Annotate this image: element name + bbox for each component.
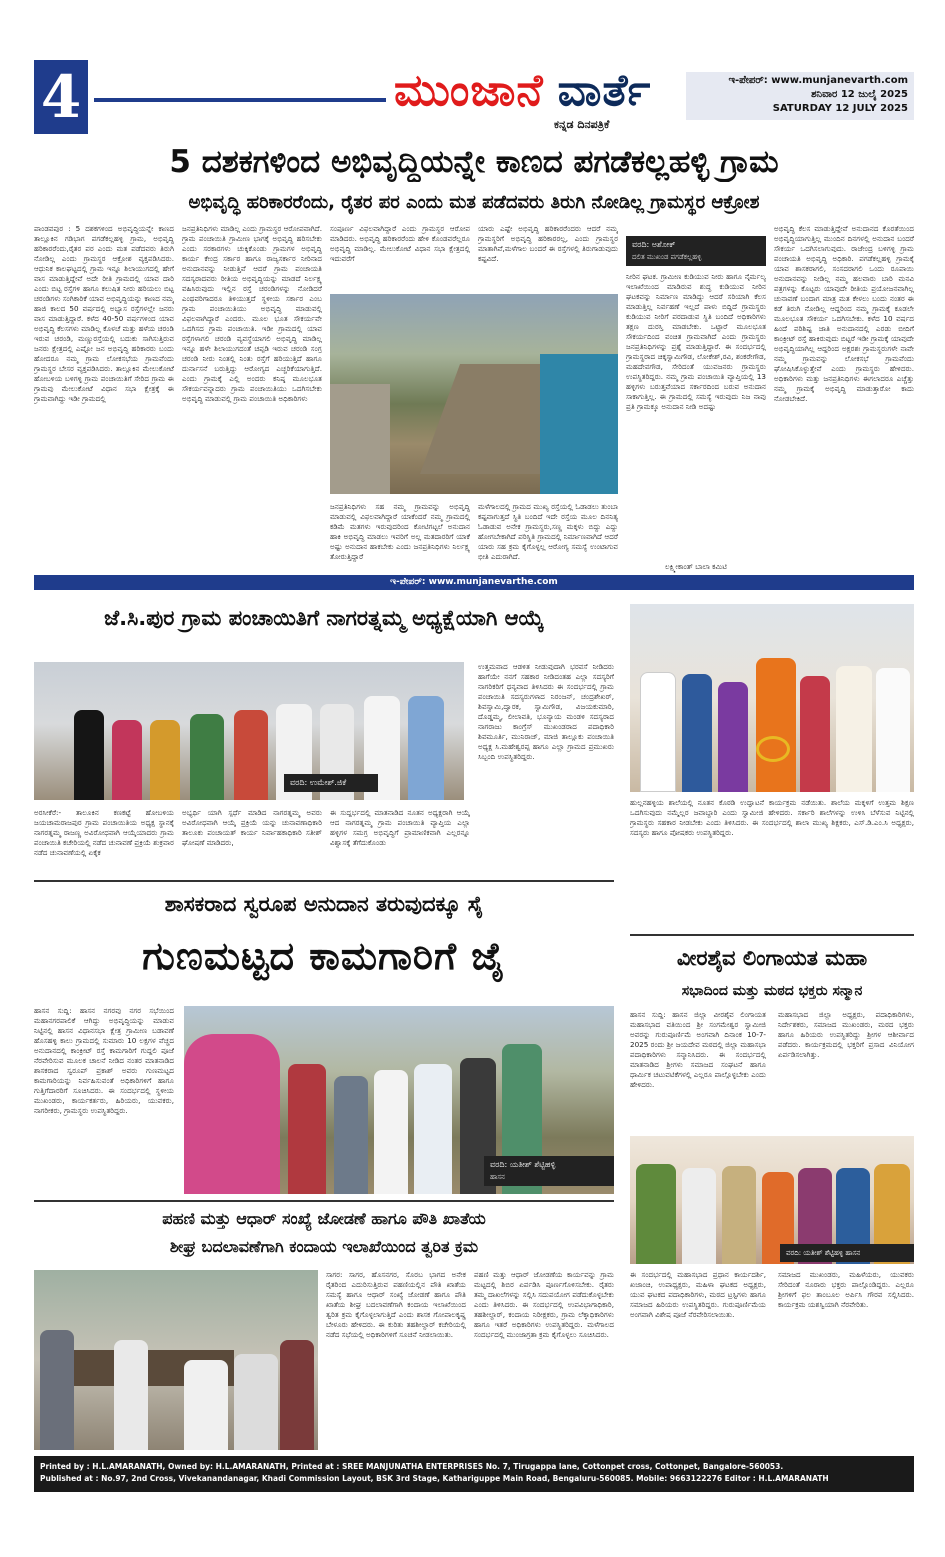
lead-byline	[626, 236, 766, 266]
person-figure	[408, 696, 444, 800]
masthead-rule	[94, 98, 386, 102]
lead-headline: 5 ದಶಕಗಳಿಂದ ಅಭಿವೃದ್ಧಿಯನ್ನೇ ಕಾಣದ ಪಗಡೆಕಲ್ಲಹಳ್ಳಿ ಗ್ರಾಮ	[169, 144, 779, 180]
section-divider	[630, 934, 914, 936]
jcpura-column-3: ಈ ಸುದ್ದರ್ಭದಲ್ಲಿ ಮಾತನಾಡಿದ ನೂತನ ಅಧ್ಯಕ್ಷರಾಗಿ ಆಯ್ಕೆ ಆದ ನಾಗರತ್ನಮ್ಮ ಗ್ರಾಮ ಪಂಚಾಯಿತಿ ವ್ಯಾಪ್ತಿಯ ಎಲ್ಲಾ ಹಳ್ಳಿಗಳ ಸಮಗ್ರ ಅಭಿವೃದ್ಧಿಗೆ ಪ್ರಾಮಾಣಿಕವಾಗಿ ಎಲ್ಲರನ್ನೂ ವಿಶ್ವಾಸಕ್ಕೆ ತೆಗೆದುಕೊಂಡು	[330, 808, 470, 847]
person-figure	[150, 720, 180, 800]
quality-byline	[484, 1156, 614, 1186]
imprint-line-1: Printed by : H.L.AMARANATH, Owned by: H.L.AMARANATH, Printed at : SREE MANJUNATHA ENTERPRISES No. 7, Tirugappa lane, Cottonpet cross, Cottonpet, Bangalore-560053.	[40, 1462, 784, 1471]
lead-column-4-top: ಯಾರು ಎಷ್ಟೇ ಅಭಿವೃದ್ಧಿ ಹರಿಕಾರರೆಂದರು ಆದರೆ ನಮ್ಮ ಗ್ರಾಮಸ್ಥರಿಗೆ ಅಭಿವೃದ್ಧಿ ಹರಿಕಾರರಲ್ಲ, ಎಂದು ಗ್ರಾಮಸ್ಥರ ಮಾತಾಗಿವೆ,ಮಳೆಗಾಲ ಬಂದರೆ ಈ ರಸ್ತೆಗಳಲ್ಲಿ ತಿರುಗಾಡುವುದು ಕಷ್ಟವಿದೆ.	[478, 224, 618, 263]
jcpura-group-photo	[34, 662, 464, 800]
date-kannada: ಶನಿವಾರ 12 ಜುಲೈ 2025	[811, 89, 908, 100]
house-wall	[540, 354, 618, 494]
pahani-column-2: ಪಹಣಿ ಮತ್ತು ಆಧಾರ್ ಜೋಡಣೆಯ ಕಾರ್ಯವನ್ನು ಗ್ರಾಮ ಮಟ್ಟದಲ್ಲಿ ಶಿಬಿರ ಏರ್ಪಡಿಸಿ ಪೂರ್ಣಗೊಳಿಸಬೇಕು. ರೈತರು ತಮ್ಮ ದಾಖಲೆಗಳನ್ನು ಸಲ್ಲಿಸಿ ಸದುಪಯೋಗ ಪಡೆದುಕೊಳ್ಳಬೇಕು ಎಂದು ತಿಳಿಸಿದರು. ಈ ಸಂದರ್ಭದಲ್ಲಿ ಉಪವಿಭಾಗಾಧಿಕಾರಿ, ತಹಶೀಲ್ದಾರ್, ಕಂದಾಯ ನಿರೀಕ್ಷಕರು, ಗ್ರಾಮ ಲೆಕ್ಕಾಧಿಕಾರಿಗಳು ಹಾಗೂ ಇತರೆ ಅಧಿಕಾರಿಗಳು ಉಪಸ್ಥಿತರಿದ್ದರು. ಮಳೆಗಾಲದ ಸಂದರ್ಭದಲ್ಲಿ ಮುಂಜಾಗ್ರತಾ ಕ್ರಮ ಕೈಗೊಳ್ಳಲು ಸೂಚಿಸಿದರು.	[474, 1270, 614, 1339]
vira-column-2: ಮಹಾಸಭಾದ ಜಿಲ್ಲಾ ಅಧ್ಯಕ್ಷರು, ಪದಾಧಿಕಾರಿಗಳು, ನಿರ್ದೇಶಕರು, ಸಮಾಜದ ಮುಖಂಡರು, ಮಠದ ಭಕ್ತರು ಹಾಗೂ ಹಿರಿಯರು ಉಪಸ್ಥಿತರಿದ್ದು ಶ್ರೀಗಳ ಆಶೀರ್ವಾದ ಪಡೆದರು. ಕಾರ್ಯಕ್ರಮದಲ್ಲಿ ಭಕ್ತರಿಗೆ ಪ್ರಸಾದ ವಿನಿಯೋಗ ಏರ್ಪಡಿಸಲಾಗಿತ್ತು.	[778, 1010, 914, 1059]
imprint-footer	[34, 1456, 914, 1492]
quality-byline-name: ವರದಿ: ಯತೀಶ್ ಶೆಟ್ಟಿಹಳ್ಳಿ	[490, 1160, 556, 1169]
pahani-headline-2: ಶೀಘ್ರ ಬದಲಾವಣೆಗಾಗಿ ಕಂದಾಯ ಇಲಾಖೆಯಿಂದ ತ್ವರಿತ ಕ್ರಮ	[169, 1237, 479, 1256]
quality-body: ಹಾಸನ ಸುದ್ದಿ: ಹಾಸನ ನಗರವು ನಗರ ಸಭೆಯಿಂದ ಮಹಾನಗರಪಾಲಿಕೆ ಆಗಿದ್ದು ಅಭಿವೃದ್ಧಿಯನ್ನು ಮಾಡುವ ನಿಟ್ಟಿನಲ್ಲಿ ಹಾಸನ ವಿಧಾನಸಭಾ ಕ್ಷೇತ್ರ ಗ್ರಾಮೀಣ ಬಡಾವಣೆ ಹೊಸಹಳ್ಳಿ ಕಾಲು ಗ್ರಾಮದಲ್ಲಿ ಸುಮಾರು 10 ಲಕ್ಷಗಳ ವೆಚ್ಚದ ಅನುದಾನದಲ್ಲಿ ಕಾಂಕ್ರೀಟ್ ರಸ್ತೆ ಕಾಮಗಾರಿಗೆ ಗುದ್ದಲಿ ಪೂಜೆ ನೆರವೇರಿಸುವ ಮೂಲಕ ಚಾಲನೆ ನೀಡಿದ ನಂತರ ಮಾತನಾಡಿದ ಶಾಸಕರಾದ ಸ್ವರೂಪ್ ಪ್ರಕಾಶ್ ಅವರು ಗುಣಮಟ್ಟದ ಕಾಮಗಾರಿಯನ್ನು ನಿರ್ವಹಿಸುವಂತೆ ಅಧಿಕಾರಿಗಳಿಗೆ ಹಾಗೂ ಗುತ್ತಿಗೆದಾರರಿಗೆ ಸೂಚಿಸಿದರು. ಈ ಸಂದರ್ಭದಲ್ಲಿ ಸ್ಥಳೀಯ ಮುಖಂಡರು, ಕಾರ್ಯಕರ್ತರು, ಹಿರಿಯರು, ಯುವಕರು, ನಾಗರೀಕರು, ಗ್ರಾಮಸ್ಥರು ಉಪಸ್ಥಿತರಿದ್ದರು.	[34, 1006, 174, 1115]
person-figure	[682, 1168, 716, 1264]
epaper-band[interactable]: ಇ-ಪೇಪರ್: www.munjanevarthe.com	[34, 575, 914, 590]
person-figure	[280, 1340, 314, 1450]
vira-column-1: ಹಾಸನ ಸುದ್ದಿ: ಹಾಸನ ಜಿಲ್ಲಾ ವೀರಶೈವ ಲಿಂಗಾಯತ ಮಹಾಸಭಾದ ವತಿಯಿಂದ ಶ್ರೀ ಸಂಗಮೇಶ್ವರ ಸ್ವಾಮೀಜಿ ಅವರನ್ನು ಗುರುಪೂರ್ಣಿಮೆ ಅಂಗವಾಗಿ ದಿನಾಂಕ 10-7-2025 ರಂದು ಶ್ರೀ ಜಯದೇವ ಮಠದಲ್ಲಿ ಜಿಲ್ಲಾ ಮಹಾಸಭಾ ಪದಾಧಿಕಾರಿಗಳು ಸನ್ಮಾನಿಸಿದರು. ಈ ಸಂದರ್ಭದಲ್ಲಿ ಮಾತನಾಡಿದ ಶ್ರೀಗಳು ಸಮಾಜದ ಸಂಘಟನೆ ಹಾಗೂ ಧಾರ್ಮಿಕ ಚಟುವಟಿಕೆಗಳಲ್ಲಿ ಎಲ್ಲರೂ ಪಾಲ್ಗೊಳ್ಳಬೇಕು ಎಂದು ಹೇಳಿದರು.	[630, 1010, 766, 1089]
person-figure	[190, 714, 224, 800]
lead-subhead: ಅಭಿವೃದ್ಧಿ ಹರಿಕಾರರೆಂದು, ರೈತರ ಪರ ಎಂದು ಮತ ಪಡೆದವರು ತಿರುಗಿ ನೋಡಿಲ್ಲ ಗ್ರಾಮಸ್ಥರ ಆಕ್ರೋಶ	[188, 192, 760, 213]
lead-column-3-bottom: ಜನಪ್ರತಿನಿಧಿಗಳು ಸಹ ನಮ್ಮ ಗ್ರಾಮವನ್ನು ಅಭಿವೃದ್ಧಿ ಮಾಡುವಲ್ಲಿ ವಿಫಲವಾಗಿದ್ದಾರೆ ಯಾಕೆಂದರೆ ನಮ್ಮ ಗ್ರಾಮದಲ್ಲಿ ಕಡಿಮೆ ಮತಗಳು ಇರುವುದರಿಂದ ಕೋಟಿಗಟ್ಟಲೆ ಅನುದಾನ ಹಾಕಿ ಅಭಿವೃದ್ಧಿ ಮಾಡಲು ಇವರಿಗೆ ಅಲ್ಲ ಮತದಾರರಿಗೆ ಯಾಕೆ ಅಷ್ಟು ಅನುದಾನ ಹಾಕಬೇಕು ಎಂದು ಜನಪ್ರತಿನಿಧಿಗಳು ನಿರ್ಲಕ್ಷ್ಯ ತೋರುತ್ತಿದ್ದಾರೆ	[330, 502, 470, 561]
brand-tagline: ಕನ್ನಡ ದಿನಪತ್ರಿಕೆ	[554, 118, 610, 131]
person-figure	[636, 1164, 676, 1264]
person-figure	[836, 666, 872, 792]
newspaper-page	[34, 60, 914, 1492]
person-figure	[682, 674, 712, 792]
jcpura-column-2: ಅಭ್ಯರ್ಥಿ ಯಾಗಿ ಸ್ಪರ್ಧೆ ಮಾಡಿದ ನಾಗರತ್ನಮ್ಮ ಅವರು ಅವಿರೋಧವಾಗಿ ಆಯ್ಕೆ ಪ್ರಕ್ರಿಯೆ ಯನ್ನು ಚುನಾವಣಾಧಿಕಾರಿ ತಾಲೂಕು ಪಂಚಾಯತ್ ಕಾರ್ಯ ನಿರ್ವಾಹಕಾಧಿಕಾರಿ ಸತೀಶ್ ಘೋಷಣೆ ಮಾಡಿದರು,	[182, 808, 322, 847]
pahani-meeting-photo	[34, 1270, 318, 1450]
vira-column-4: ಸಮಾಜದ ಮುಖಂಡರು, ಮಹಿಳೆಯರು, ಯುವಕರು ಸೇರಿದಂತೆ ನೂರಾರು ಭಕ್ತರು ಪಾಲ್ಗೊಂಡಿದ್ದರು. ಎಲ್ಲರೂ ಶ್ರೀಗಳಿಗೆ ಫಲ ತಾಂಬೂಲ ಅರ್ಪಿಸಿ ಗೌರವ ಸಲ್ಲಿಸಿದರು. ಕಾರ್ಯಕ್ರಮ ಯಶಸ್ವಿಯಾಗಿ ನೆರವೇರಿತು.	[778, 1270, 914, 1309]
pahani-column-1: ಸಾಗರ: ಸಾಗರ, ಹೊಸನಗರ, ಸೊರಬ ಭಾಗದ ಅನೇಕ ರೈತರಿಂದ ಎದುರಿಸುತ್ತಿರುವ ಪಹಣಿಯಲ್ಲಿನ ಪೌತಿ ಖಾತೆಯ ಸಮಸ್ಯೆ ಹಾಗೂ ಆಧಾರ್ ಸಂಖ್ಯೆ ಜೋಡಣೆ ಹಾಗೂ ಪೌತಿ ಖಾತೆಯ ಶೀಘ್ರ ಬದಲಾವಣೆಗಾಗಿ ಕಂದಾಯ ಇಲಾಖೆಯಿಂದ ತ್ವರಿತ ಕ್ರಮ ಕೈಗೊಳ್ಳಲಾಗುತ್ತಿದೆ ಎಂದು ಶಾಸಕ ಗೋಪಾಲಕೃಷ್ಣ ಬೇಳೂರು ಹೇಳಿದರು. ಈ ಕುರಿತು ತಹಶೀಲ್ದಾರ್ ಕಚೇರಿಯಲ್ಲಿ ನಡೆದ ಸಭೆಯಲ್ಲಿ ಅಧಿಕಾರಿಗಳಿಗೆ ಸೂಚನೆ ನೀಡಲಾಯಿತು.	[326, 1270, 466, 1339]
person-figure	[74, 710, 104, 800]
person-figure	[722, 1166, 756, 1264]
quality-ceremony-photo	[184, 1006, 614, 1194]
jcpura-column-4: ಉತ್ತಮವಾದ ಆಡಳಿತ ನೀಡುವುದಾಗಿ ಭರವಸೆ ನೀಡಿದರು ಹಾಗೆಯೇ ನನಗೆ ಸಹಕಾರ ನೀಡಿದಂತಹ ಎಲ್ಲಾ ಸದಸ್ಯರಿಗೆ ನಾಗರಿಕರಿಗೆ ಧನ್ಯವಾದ ತಿಳಿಸಿದರು ಈ ಸಂದರ್ಭದಲ್ಲಿ ಗ್ರಾಮ ಪಂಚಾಯಿತಿ ಸದಸ್ಯರುಗಳಾದ ನಿರಂಜನ್, ಚಂದ್ರಶೇಖರ್, ಶಿವಸ್ವಾಮಿ,ದ್ವಾರಕ, ಸ್ವಾಮಿಗೌಡ, ವಿಜಯಕುಮಾರಿ, ದೊಡ್ಡಮ್ಮ, ಲೀಲಾವತಿ, ಭೂನ್ಯಾಯ ಮಂಡಳಿ ಸದಸ್ಯರಾದ ನಾಗರಾಜು ಕಾಂಗ್ರೆಸ್ ಮುಖಂಡರಾದ ಪದಾಧಿಕಾರಿ ಶಿವಮೂರ್ತಿ, ಮುನಿರಾಜ್, ಮಾಜಿ ತಾಲ್ಲೂಕು ಪಂಚಾಯಿತಿ ಅಧ್ಯಕ್ಷ ಸಿ.ಮಹೇಶ್ವರಪ್ಪ ಹಾಗೂ ಎಲ್ಲಾ ಗ್ರಾಮದ ಪ್ರಮುಖರು ಸಿಬ್ಬಂದಿ ಉಪಸ್ಥಿತರಿದ್ದರು.	[478, 662, 614, 761]
person-figure	[334, 1076, 368, 1194]
person-figure	[234, 1354, 278, 1450]
lead-column-5: ನೀರಿನ ಘಟಕ. ಗ್ರಾಮೀಣ ಕುಡಿಯುವ ನೀರು ಹಾಗೂ ನೈರ್ಮಲ್ಯ ಇಲಾಖೆಯಿಂದ ಮಾಡಿರುವ ಶುದ್ಧ ಕುಡಿಯುವ ನೀರಿನ ಘಟಕವನ್ನು ನಿರ್ಮಾಣ ಮಾಡಿದ್ದು ಆದರೆ ಸರಿಯಾಗಿ ಕೆಲಸ ಮಾಡುತ್ತಿಲ್ಲ ನಿರ್ವಹಣೆ ಇಲ್ಲದೆ ಪಾಳು ಬಿದ್ದಿದೆ ಗ್ರಾಮಸ್ಥರು ಕುಡಿಯುವ ನೀರಿಗೆ ಪರದಾಡುವ ಸ್ಥಿತಿ ಬಂದಿದೆ ಅಧಿಕಾರಿಗಳು ತಕ್ಷಣ ದುರಸ್ತಿ ಮಾಡಬೇಕು. ಒಟ್ಟಾರೆ ಮೂಲಭೂತ ಸೌಕರ್ಯದಿಂದ ವಂಚಿತ ಗ್ರಾಮವಾಗಿದೆ ಎಂದು ಗ್ರಾಮಸ್ಥರು ಜನಪ್ರತಿನಿಧಿಗಳನ್ನು ಪ್ರಶ್ನೆ ಮಾಡುತ್ತಿದ್ದಾರೆ. ಈ ಸಂದರ್ಭದಲ್ಲಿ ಗ್ರಾಮಸ್ಥರಾದ ಚಿಕ್ಕಸ್ವಾಮಿಗೌಡ, ಲೋಕೇಶ್,ರವಿ, ಶಂಕರೇಗೌಡ, ಮಹದೇವಗೌಡ, ಸೇರಿದಂತೆ ಯುವಜನರು ಗ್ರಾಮಸ್ಥರು ಉಪಸ್ಥಿತರಿದ್ದರು. ನಮ್ಮ ಗ್ರಾಮ ಪಂಚಾಯಿತಿ ವ್ಯಾಪ್ತಿಯಲ್ಲಿ 13 ಹಳ್ಳಿಗಳು ಬರುತ್ತವೆಯಾದ ಸರ್ಕಾರದಿಂದ ಬರುವ ಅನುದಾನ ಸಾಕಾಗುತ್ತಿಲ್ಲ. ಈ ಗ್ರಾಮದಲ್ಲಿ ಸಮಸ್ಯೆ ಇರುವುದು ನಿಜ ನಾವು ಪ್ರತಿ ಗ್ರಾಮಕ್ಕೂ ಅನುದಾನ ನೀಡಿ ಅದಷ್ಟು	[626, 272, 766, 411]
person-figure	[374, 1070, 408, 1194]
vira-headline-1: ವೀರಶೈವ ಲಿಂಗಾಯತ ಮಹಾ	[676, 946, 868, 970]
masthead-info-box	[686, 72, 914, 120]
vira-headline-2: ಸಭಾದಿಂದ ಮತ್ತು ಮಠದ ಭಕ್ತರು ಸನ್ಮಾನ	[681, 983, 863, 999]
village-road-photo	[330, 294, 618, 494]
ceremony-photo	[630, 604, 914, 792]
date-english: SATURDAY 12 JULY 2025	[772, 103, 908, 114]
person-figure	[718, 682, 748, 792]
brand-part1: ಮುಂಜಾನೆ	[394, 65, 544, 116]
website-link[interactable]: ಇ-ಪೇಪರ್: www.munjanevarth.com	[728, 75, 908, 86]
person-figure	[876, 668, 910, 792]
lead-column-5-footer: ಲಕ್ಷ್ಮೀಕಾಂತ್ ಬಾಲಾ ಕಮಿಟಿ	[665, 562, 727, 571]
ceremony-body: ಹುಲ್ಲನಹಳ್ಳಿಯ ಶಾಲೆಯಲ್ಲಿ ನೂತನ ಕೊಠಡಿ ಉದ್ಘಾಟನೆ ಕಾರ್ಯಕ್ರಮ ನಡೆಯಿತು. ಶಾಲೆಯ ಮಕ್ಕಳಿಗೆ ಉತ್ತಮ ಶಿಕ್ಷಣ ಒದಗಿಸುವುದು ನಮ್ಮೆಲ್ಲರ ಜವಾಬ್ದಾರಿ ಎಂದು ಸ್ವಾಮೀಜಿ ಹೇಳಿದರು. ಸರ್ಕಾರಿ ಶಾಲೆಗಳನ್ನು ಉಳಿಸಿ ಬೆಳೆಸುವ ನಿಟ್ಟಿನಲ್ಲಿ ಗ್ರಾಮಸ್ಥರು ಸಹಕಾರ ನೀಡಬೇಕು ಎಂದು ತಿಳಿಸಿದರು. ಈ ಸಂದರ್ಭದಲ್ಲಿ ಶಾಲಾ ಮುಖ್ಯ ಶಿಕ್ಷಕರು, ಎಸ್.ಡಿ.ಎಂ.ಸಿ ಅಧ್ಯಕ್ಷರು, ಸದಸ್ಯರು ಹಾಗೂ ಪೋಷಕರು ಉಪಸ್ಥಿತರಿದ್ದರು.	[630, 798, 914, 837]
lead-column-3-top: ಸಂಪೂರ್ಣ ವಿಫಲವಾಗಿದ್ದಾರೆ ಎಂದು ಗ್ರಾಮಸ್ಥರ ಆರೋಪ ಮಾಡಿದರು. ಅಭಿವೃದ್ಧಿ ಹರಿಕಾರರೆಂದು ಹೇಳಿ ಕೊಂಡವರೆಲ್ಲರೂ ಅಭಿವೃದ್ಧಿ ಮಾಡಿಲ್ಲ. ಮೇಲುಕೋಟೆ ವಿಧಾನ ಸಭಾ ಕ್ಷೇತ್ರದಲ್ಲಿ ಇದುವರೆಗೆ	[330, 224, 470, 263]
newspaper-logo	[394, 66, 651, 116]
lead-column-2: ಜನಪ್ರತಿನಿಧಿಗಳು ಮಾಡಿಲ್ಲ ಎಂದು ಗ್ರಾಮಸ್ಥರ ಆರೋಪವಾಗಿದೆ. ಗ್ರಾಮ ಪಂಚಾಯಿತಿ ಗ್ರಾಮೀಣ ಭಾಗಕ್ಕೆ ಅಭಿವೃದ್ಧಿ ಹರಿಸಬೇಕು ಎಂದು ಸರಕಾರಗಳು ಚುಕ್ಕಿಕೊಂಡು ಗ್ರಾಮಗಳ ಅಭಿವೃದ್ಧಿ ಕಾರ್ಯ ಕೇಂದ್ರ ಸರ್ಕಾರ ಹಾಗೂ ರಾಜ್ಯಸರ್ಕಾರ ನೀರಿನಾದ ಅನುದಾನವನ್ನು ನೀಡುತ್ತಿವೆ ಆದರೆ ಗ್ರಾಮ ಪಂಚಾಯತಿ ಸದಸ್ಯರಾದವರು ರೀತಿಯ ಅಭಿವೃದ್ಧಿಯನ್ನು ಮಾಡದೆ ನಿರ್ಲಕ್ಷ್ಯ ವಹಿಸಿರುವುದು ಇಲ್ಲಿನ ರಸ್ತೆ ಚರಂಡಿಗಳನ್ನು ನೋಡಿದರೆ ಎಂಥವರಿಗಾದರೂ ತಿಳಿಯುತ್ತದೆ ಸ್ಥಳೀಯ ಸರ್ಕಾರ ಎಂಬ ಗ್ರಾಮ ಪಂಚಾಯಿತಿಯು ಅಭಿವೃದ್ಧಿ ಮಾಡುವಲ್ಲಿ ವಿಫಲವಾಗಿದ್ದಾರೆ ಎಂದರು. ಮೂಲ ಭೂತ ಸೌಕರ್ಯವೇ ಒದಗಿಸದ ಗ್ರಾಮ ಪಂಚಾಯಿತಿ. ಇಡೀ ಗ್ರಾಮದಲ್ಲಿ ಯಾವ ರಸ್ತೆಗಳಾಗಲಿ ಚರಂಡಿ ವ್ಯವಸ್ಥೆಯಾಗಲಿ ಅಭಿವೃದ್ಧಿ ಮಾಡಿಲ್ಲ ಇನ್ನೂ ಹಳೇ ಶಿಲಾಯುಗದಂತೆ ಚಪ್ಪಡಿ ಇರುವ ಚರಂಡಿ ಸಂಗ್ರ ಚರಂಡಿ ನೀರು ನಿಂತಲ್ಲಿ ನಿಂತು ರಸ್ತೆಗೆ ಹರಿಯುತ್ತಿದೆ ಹಾಗೂ ದುರ್ನಾಸನೆ ಬರುತ್ತಿದ್ದು ಆರೋಗ್ಯದ ಎಚ್ಚರಿಕೆಯಾಗುತ್ತಿದೆ. ಎಂದು ಗ್ರಾಮಕ್ಕೆ ಎಲ್ಲಿ ಅಂದರು ಕನಿಷ್ಠ ಮೂಲಭೂತ ಸೌಕರ್ಯವನ್ನಾದರು ಗ್ರಾಮ ಪಂಚಾಯಿತಿಯು ಒದಗಿಸಬೇಕು ಅಭಿವೃದ್ಧಿ ಮಾಡುವಲ್ಲಿ ಗ್ರಾಮ ಪಂಚಾಯಿತಿ ಅಧಿಕಾರಿಗಳು	[182, 224, 322, 403]
person-figure	[414, 1064, 452, 1194]
quality-headline-2: ಗುಣಮಟ್ಟದ ಕಾಮಗಾರಿಗೆ ಜೈ	[142, 934, 506, 978]
vira-photo	[630, 1136, 914, 1264]
lead-column-4-bottom: ಮಳೆಗಾಲದಲ್ಲಿ ಗ್ರಾಮದ ಮುಖ್ಯ ರಸ್ತೆಯಲ್ಲಿ ಓಡಾಡಲು ತುಂಬಾ ಕಷ್ಟವಾಗುತ್ತದೆ ಸ್ಥಿತಿ ಬಂದಿದೆ ಇದೇ ರಸ್ತೆಯ ಮೂಲ ದಿನನಿತ್ಯ ಓಡಾಡುವ ಅನೇಕ ಗ್ರಾಮಸ್ಥರು,ಸಣ್ಣ ಮಕ್ಕಳು ಬಿದ್ದು ಎದ್ದು ಹೋಗಬೇಕಾಗಿದೆ ಪರಿಸ್ಥಿತಿ ಗ್ರಾಮದಲ್ಲಿ ನಿರ್ಮಾಣವಾಗಿದೆ ಆದರೆ ಯಾರು ಸಹ ಕ್ರಮ ಕೈಗೊಳ್ಳಲ್ಲ ಆರೋಗ್ಯ ಸಮಸ್ಯೆ ಉಂಟಾಗುವ ಭೀತಿ ಎದುರಾಗಿದೆ.	[478, 502, 618, 561]
person-figure	[800, 676, 830, 792]
person-figure	[288, 1064, 326, 1194]
swamiji-figure	[756, 658, 796, 792]
priest-figure	[184, 1034, 280, 1194]
person-figure	[640, 672, 676, 792]
pahani-headline-1: ಪಹಣಿ ಮತ್ತು ಆಧಾರ್ ಸಂಖ್ಯೆ ಜೋಡಣೆ ಹಾಗೂ ಪೌತಿ ಖಾತೆಯ	[162, 1209, 486, 1228]
jcpura-headline: ಜೆ.ಸಿ.ಪುರ ಗ್ರಾಮ ಪಂಚಾಯಿತಿಗೆ ನಾಗರತ್ನಮ್ಮ ಅಧ್ಯಕ್ಷೆಯಾಗಿ ಆಯ್ಕೆ	[104, 606, 544, 630]
vira-byline: ವರದಿ: ಯತೀಶ್ ಶೆಟ್ಟಿಹಳ್ಳಿ ಹಾಸನ	[780, 1244, 914, 1262]
section-divider	[34, 1200, 614, 1202]
quality-headline-1: ಶಾಸಕರಾದ ಸ್ವರೂಪ ಅನುದಾನ ತರುವುದಕ್ಕೂ ಸೈ	[164, 892, 484, 916]
lead-column-6: ಅಭಿವೃದ್ಧಿ ಕೆಲಸ ಮಾಡುತ್ತಿದ್ದೇವೆ ಅನುದಾನದ ಕೊರತೆಯಿಂದ ಅಭಿವೃದ್ಧಿಯಾಗುತ್ತಿಲ್ಲ ಮುಂದಿನ ದಿನಗಳಲ್ಲಿ ಅನುದಾನ ಬಂದರೆ ಸೌಕರ್ಯ ಒದಗಿಸಲಾಗುವುದು. ರಾಜೇಂದ್ರ ಬಳಿಗಳ್ಳಿ ಗ್ರಾಮ ಪಂಚಾಯತಿ ಅಭಿವೃದ್ಧಿ ಅಧಿಕಾರಿ. ಪಗಡೆಕಲ್ಲಹಳ್ಳಿ ಗ್ರಾಮಕ್ಕೆ ಯಾವ ಶಾಸಕರಾಗಲಿ, ಸಂಸದರಾಗಲಿ ಒಂದು ರೂಪಾಯಿ ಅನುದಾನವನ್ನು ನೀಡಿಲ್ಲ ನಮ್ಮ ಹಲವಾರು ಬಾರಿ ಮನವಿ ಪತ್ರಗಳನ್ನು ಕೊಟ್ಟರು ಯಾವುದೇ ರೀತಿಯ ಪ್ರಯೋಜನವಾಗಿಲ್ಲ ಚುನಾವಣೆ ಬಂದಾಗ ಮಾತ್ರ ಮತ ಕೇಳಲು ಬಂದು ನಂತರ ಈ ಕಡೆ ತಿರುಗಿ ನೋಡಿಲ್ಲ ಆದ್ದರಿಂದ ನಮ್ಮ ಗ್ರಾಮಕ್ಕೆ ಕೂಡಲೇ ಮೂಲಭೂತ ಸೌಕರ್ಯ ಒದಗಿಸಬೇಕು. ಕಳೆದ 10 ವರ್ಷದ ಹಿಂದೆ ಪರಿಶಿಷ್ಟ ಜಾತಿ ಅನುದಾನದಲ್ಲಿ ಎರಡು ಬೀದಿಗೆ ಕಾಂಕ್ರೀಟ್ ರಸ್ತೆ ಹಾಕಿರುವುದು ಬಿಟ್ಟರೆ ಇಡೀ ಗ್ರಾಮಕ್ಕೆ ಯಾವುದೇ ಅಭಿವೃದ್ಧಿಯಾಗಿಲ್ಲ ಆದ್ದರಿಂದ ಅಕ್ಷರಶಃ ಗ್ರಾಮಸ್ಥರುಗಳೇ ನಾವೇ ನಮ್ಮ ಗ್ರಾಮವನ್ನು ಲೋಕಸಭೆ ಗ್ರಾಮವೆಂದು ಘೋಷಿಸಿಕೊಳ್ಳುತ್ತೇವೆ ಎಂದು ಗ್ರಾಮಸ್ಥರು ಹೇಳಿದರು. ಅಧಿಕಾರಿಗಳು ಮತ್ತು ಜನಪ್ರತಿನಿಧಿಗಳು ಈಗಲಾದರೂ ಎಚ್ಚೆತ್ತು ನಮ್ಮ ಗ್ರಾಮಕ್ಕೆ ಅಭಿವೃದ್ಧಿ ಮಾಡುತ್ತಾರೋ ಕಾದು ನೋಡಬೇಕಿದೆ.	[774, 224, 914, 403]
lead-byline-name: ವರದಿ: ಅಶೋಕ್	[632, 240, 676, 249]
lead-byline-sub: ದಲಿತ ಮುಖಂಡ ಪಗಡೆಕಲ್ಲಹಳ್ಳಿ	[632, 253, 702, 261]
lead-column-1: ಪಾಂಡವಪುರ : 5 ದಶಕಗಳಿಂದ ಅಭಿವೃದ್ಧಿಯನ್ನೇ ಕಾಣದ ತಾಲ್ಲೂಕಿನ ಗಡಿಭಾಗ ಪಗಡೆಕಲ್ಲಹಳ್ಳಿ ಗ್ರಾಮ, ಅಭಿವೃದ್ಧಿ ಹರಿಕಾರರೆಂದು,ರೈತರ ಪರ ಎಂದು ಮತ ಪಡೆದವರು ತಿರುಗಿ ನೋಡಿಲ್ಲ ಎಂದು ಗ್ರಾಮಸ್ಥರ ಆಕ್ರೋಶ ವ್ಯಕ್ತಪಡಿಸಿದರು. ಆಧುನಿಕ ಕಾಲಘಟ್ಟದಲ್ಲಿ ಗ್ರಾಮ ಇನ್ನೂ ಶಿಲಾಯುಗದಲ್ಲಿ ಹೇಗೆ ವಾಸ ಮಾಡುತ್ತಿದ್ದೇವೆ ಅದೇ ರೀತಿ ಗ್ರಾಮದಲ್ಲಿ ಯಾವ ದಾರಿ ಎಂದು ಬಿಟ್ಟ ರಸ್ತೆಗಳಿ ಹಾಗೂ ಕಲುಷಿತ ನೀರು ಹರಿಯಲು ಬಿಟ್ಟ ಚರಂಡಿಗಳು ಸಂಗಿಕಾರಿಕೆ ಯಾವ ಅಭಿವೃದ್ಧಿಯನ್ನು ಕಾಣದ ನಮ್ಮ ಹಾಜಿ ಕಾಲದ 50 ವರ್ಷದಲ್ಲಿ ಅಭ್ಯಾಸ ರಸ್ತೆಗಳಲ್ಲೇ ಜನರು ವಾಸ ಮಾಡುತ್ತಿದ್ದಾರೆ. ಕಳೆದ 40-50 ವರ್ಷಗಳಿಂದ ಯಾವ ಅಭಿವೃದ್ಧಿ ಕೆಲಸಗಳು ಮಾಡಿಲ್ಲ ಕೊಳಚೆ ಮತ್ತು ಹಳೆಯ ಚರಂಡಿ ಇರುವ ಚರಂಡಿ, ಮಣ್ಣುರಸ್ತೆಯಲ್ಲಿ ಬದುಕು ಸಾಗಿಸುತ್ತಿರುವ ಜನರು ಕ್ಷೇತ್ರದಲ್ಲಿ ಎಷ್ಟೋ ಜನ ಅಭಿವೃದ್ಧಿ ಹರಿಕಾರರು ಬಂದು ಹೋದರೂ ನಮ್ಮ ಗ್ರಾಮ ಲೋಕಸಭೆಯ ಗ್ರಾಮವೆಂದು ಗ್ರಾಮಸ್ಥರ ಬೇಸರ ವ್ಯಕ್ತಪಡಿಸಿದರು. ತಾಲ್ಲೂಕಿನ ಮೇಲುಕೋಟೆ ಹೋಬಳಿಯ ಬಳಿಗಳ್ಳಿ ಗ್ರಾಮ ಪಂಚಾಯಿತಿಗೆ ಸೇರಿದ ಗ್ರಾಮ ಈ ಗ್ರಾಮವು ಮೇಲುಕೋಟೆ ವಿಧಾನ ಸಭಾ ಕ್ಷೇತ್ರಕ್ಕೆ ಈ ಗ್ರಾಮವಾಗಿದ್ದು ಇಡೀ ಗ್ರಾಮದಲ್ಲಿ	[34, 224, 174, 403]
section-divider	[34, 880, 614, 882]
quality-byline-sub: ಹಾಸನ	[490, 1173, 505, 1181]
page-number: 4	[34, 60, 88, 134]
brand-part2: ವಾರ್ತೆ	[557, 65, 652, 116]
person-figure	[114, 1340, 148, 1450]
person-figure	[234, 710, 268, 800]
vira-column-3: ಈ ಸಂದರ್ಭದಲ್ಲಿ ಮಹಾಸಭಾದ ಪ್ರಧಾನ ಕಾರ್ಯದರ್ಶಿ, ಖಜಾಂಚಿ, ಉಪಾಧ್ಯಕ್ಷರು, ಮಹಿಳಾ ಘಟಕದ ಅಧ್ಯಕ್ಷರು, ಯುವ ಘಟಕದ ಪದಾಧಿಕಾರಿಗಳು, ಮಠದ ಟ್ರಸ್ಟಿಗಳು ಹಾಗೂ ಸಮಾಜದ ಹಿರಿಯರು ಉಪಸ್ಥಿತರಿದ್ದರು. ಗುರುಪೂರ್ಣಿಮೆಯ ಅಂಗವಾಗಿ ವಿಶೇಷ ಪೂಜೆ ನೆರವೇರಿಸಲಾಯಿತು.	[630, 1270, 766, 1319]
imprint-line-2: Published at : No.97, 2nd Cross, Vivekanandanagar, Khadi Commission Layout, BSK 3rd Stage, Kathariguppe Main Road, Bengaluru-560085. Mobile: 9663122276 Editor : H.L.AMARANATH	[40, 1474, 829, 1483]
person-figure	[40, 1330, 74, 1450]
building-wall	[330, 384, 390, 494]
flower-garland-decoration	[756, 736, 790, 762]
jcpura-byline: ವರದಿ: ಉಮೇಶ್.ಜಿಕೆ	[284, 774, 378, 792]
person-figure	[184, 1360, 228, 1450]
jcpura-column-1: ಅರಸೀಕೆರೆ:- ತಾಲೂಕಿನ ಕಣಕಟ್ಟೆ ಹೋಬಳಿಯ ಜಯಚಾಮರಾಜಪುರ ಗ್ರಾಮ ಪಂಚಾಯಿತಿಯ ಅಧ್ಯಕ್ಷ ಸ್ಥಾನಕ್ಕೆ ನಾಗರತ್ನಮ್ಮ ರಾಜಣ್ಣ ಅವಿರೋಧವಾಗಿ ಆಯ್ಕೆಯಾದರು ಗ್ರಾಮ ಪಂಚಾಯಿತಿ ಕಚೇರಿಯಲ್ಲಿ ನಡೆದ ಚುನಾವಣೆ ಪ್ರಕ್ರಿಯೆ ಶುಕ್ರವಾರ ನಡೆದ ಚುನಾವಣೆಯಲ್ಲಿ ಏಕೈಕ	[34, 808, 174, 857]
person-figure	[112, 720, 142, 800]
